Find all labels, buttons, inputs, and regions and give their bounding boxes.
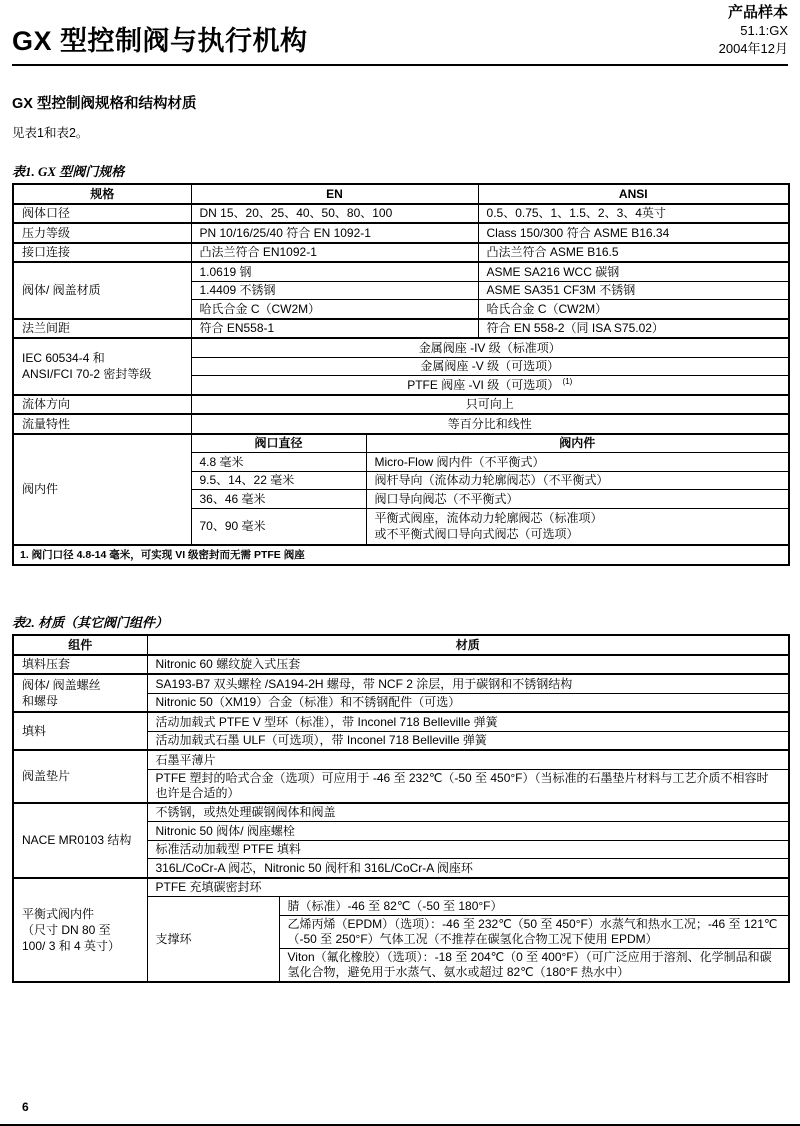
- valve-size-ansi: 0.5、0.75、1、1.5、2、3、4英寸: [478, 204, 789, 224]
- balanced-trim-label-line2: （尺寸 DN 80 至: [22, 922, 111, 937]
- table1-footnote: 1. 阀门口径 4.8-14 毫米，可实现 VI 级密封而无需 PTFE 阀座: [13, 545, 789, 566]
- col-header-ansi: ANSI: [478, 184, 789, 204]
- table-row: [13, 262, 789, 281]
- packing-follower-value: Nitronic 60 螺纹旋入式压套: [147, 655, 789, 675]
- table-row: [13, 545, 789, 566]
- backup-ring-material: Viton（氟化橡胶）（选项）：-18 至 204℃（0 至 400°F）（可广泛应用于溶剂、化学制品和碳氢化合物，避免用于水蒸气、氨水或超过 82℃（180°F 热水中）: [279, 948, 789, 982]
- balanced-trim-label-line1: 平衡式阀内件: [22, 906, 95, 921]
- table-row: [13, 338, 789, 357]
- body-material-en: 1.4409 不锈钢: [191, 281, 478, 300]
- face-to-face-label: 法兰间距: [13, 319, 191, 339]
- doc-meta: [719, 4, 788, 58]
- bolting-material: SA193-B7 双头螺栓 /SA194-2H 螺母，带 NCF 2 涂层，用于碳钢和不锈钢结构: [147, 674, 789, 693]
- face-to-face-ansi: 符合 EN 558-2（同 ISA S75.02）: [478, 319, 789, 339]
- end-connection-ansi: 凸法兰符合 ASME B16.5: [478, 243, 789, 263]
- bonnet-gasket-material: PTFE 塑封的哈式合金（选项）可应用于 -46 至 232℃（-50 至 450°F）（当标准的石墨垫片材料与工艺介质不相容时也许是合适的）: [147, 769, 789, 803]
- balanced-trim-seal-ring: PTFE 充填碳密封环: [147, 878, 789, 897]
- section-heading: GX 型控制阀规格和结构材质: [12, 96, 197, 112]
- packing-follower-label: 填料压套: [13, 655, 147, 675]
- body-material-label: 阀体/ 阀盖材质: [13, 262, 191, 319]
- body-material-ansi: 哈氏合金 C（CW2M）: [478, 300, 789, 319]
- nace-label: NACE MR0103 结构: [13, 803, 147, 878]
- table-row: [13, 319, 789, 339]
- body-material-en: 1.0619 钢: [191, 262, 478, 281]
- backup-ring-material: 乙烯丙烯（EPDM）（选项）：-46 至 232℃（50 至 450°F）水蒸气和热水工况；-46 至 121℃（-50 至 250°F）气体工况（不推荐在碳氢化合物工况下使用 EPDM）: [279, 915, 789, 948]
- col-header-material: 材质: [147, 635, 789, 655]
- trim-port-size: 36、46 毫米: [191, 490, 366, 509]
- trim-port-size: 9.5、14、22 毫米: [191, 471, 366, 490]
- seat-leakage-class-vi: [191, 376, 789, 395]
- table2-materials: [12, 634, 790, 983]
- table-row: [13, 878, 789, 897]
- body-material-en: 哈氏合金 C（CW2M）: [191, 300, 478, 319]
- backup-ring-material: 腈（标准）-46 至 82℃（-50 至 180°F）: [279, 897, 789, 916]
- end-connection-label: 接口连接: [13, 243, 191, 263]
- bolting-material: Nitronic 50（XM19）合金（标准）和不锈钢配件（可选）: [147, 693, 789, 712]
- table-row: [13, 803, 789, 822]
- doc-date: 2004年12月: [718, 41, 788, 56]
- flow-direction-value: 只可向上: [191, 395, 789, 415]
- table-row: [13, 434, 789, 453]
- intro-text: 见表1和表2。: [12, 126, 89, 140]
- balanced-trim-label-line3: 100/ 3 和 4 英寸）: [22, 938, 121, 953]
- trim-description: 阀杆导向（流体动力轮廓阀芯）（不平衡式）: [366, 471, 789, 490]
- table1-caption: 表1. GX 型阀门规格: [12, 164, 125, 179]
- body-material-ansi: ASME SA216 WCC 碳钢: [478, 262, 789, 281]
- flow-characteristic-label: 流量特性: [13, 414, 191, 434]
- seat-leakage-label: [13, 338, 191, 395]
- valve-size-label: 阀体口径: [13, 204, 191, 224]
- table-row: [13, 184, 789, 204]
- table-row: [13, 223, 789, 243]
- trim-description-line1: 平衡式阀座，流体动力轮廓阀芯（标准项）: [374, 511, 603, 525]
- bolting-label-line1: 阀体/ 阀盖螺丝: [22, 678, 101, 692]
- nace-material: 标准活动加载型 PTFE 填料: [147, 840, 789, 859]
- doc-number: 51.1:GX: [740, 23, 788, 38]
- nace-material: 316L/CoCr-A 阀芯，Nitronic 50 阀杆和 316L/CoCr-A 阀座环: [147, 859, 789, 878]
- packing-material: 活动加载式 PTFE V 型环（标准），带 Inconel 718 Belleville 弹簧: [147, 712, 789, 731]
- doc-type: 产品样本: [727, 4, 788, 21]
- packing-label: 填料: [13, 712, 147, 750]
- trim-port-size: 4.8 毫米: [191, 453, 366, 472]
- col-header-en: EN: [191, 184, 478, 204]
- trim-col-header-port: 阀口直径: [191, 434, 366, 453]
- pressure-rating-ansi: Class 150/300 符合 ASME B16.34: [478, 223, 789, 243]
- table1-valve-specifications: [12, 183, 790, 566]
- table-row: [13, 655, 789, 675]
- trim-description: 阀口导向阀芯（不平衡式）: [366, 490, 789, 509]
- trim-col-header-trim: 阀内件: [366, 434, 789, 453]
- balanced-trim-label: [13, 878, 147, 982]
- valve-size-en: DN 15、20、25、40、50、80、100: [191, 204, 478, 224]
- bonnet-gasket-material: 石墨平薄片: [147, 750, 789, 769]
- seat-leakage-class-vi-text: PTFE 阀座 -VI 级（可选项）: [407, 377, 560, 392]
- nace-material: Nitronic 50 阀体/ 阀座螺栓: [147, 822, 789, 841]
- table-row: [13, 712, 789, 731]
- pressure-rating-label: 压力等级: [13, 223, 191, 243]
- table-row: [13, 674, 789, 693]
- nace-material: 不锈钢，或热处理碳钢阀体和阀盖: [147, 803, 789, 822]
- table-row: [13, 395, 789, 415]
- table-row: [13, 243, 789, 263]
- pressure-rating-en: PN 10/16/25/40 符合 EN 1092-1: [191, 223, 478, 243]
- seat-leakage-label-line2: ANSI/FCI 70-2 密封等级: [22, 367, 152, 382]
- footnote-ref: (1): [562, 376, 573, 386]
- col-header-spec: 规格: [13, 184, 191, 204]
- table-row: [13, 414, 789, 434]
- bolting-label: [13, 674, 147, 712]
- table-row: [13, 204, 789, 224]
- packing-material: 活动加载式石墨 ULF（可选项），带 Inconel 718 Belleville 弹簧: [147, 731, 789, 750]
- body-material-ansi: ASME SA351 CF3M 不锈钢: [478, 281, 789, 300]
- seat-leakage-class-iv: 金属阀座 -IV 级（标准项）: [191, 338, 789, 357]
- backup-ring-label: 支撑环: [147, 897, 279, 982]
- seat-leakage-label-line1: IEC 60534-4 和: [22, 351, 105, 366]
- trim-description-line2: 或不平衡式阀口导向式阀芯（可选项）: [374, 527, 579, 541]
- flow-direction-label: 流体方向: [13, 395, 191, 415]
- flow-characteristic-value: 等百分比和线性: [191, 414, 789, 434]
- bolting-label-line2: 和螺母: [22, 694, 59, 708]
- table-row: [13, 750, 789, 769]
- trim-port-size: 70、90 毫米: [191, 508, 366, 545]
- bonnet-gasket-label: 阀盖垫片: [13, 750, 147, 803]
- col-header-component: 组件: [13, 635, 147, 655]
- trim-label: 阀内件: [13, 434, 191, 545]
- page-title: GX 型控制阀与执行机构: [12, 26, 308, 56]
- page-header: [12, 0, 788, 66]
- trim-description: [366, 508, 789, 545]
- end-connection-en: 凸法兰符合 EN1092-1: [191, 243, 478, 263]
- seat-leakage-class-v: 金属阀座 -V 级（可选项）: [191, 357, 789, 376]
- table2-caption: 表2. 材质（其它阀门组件）: [12, 615, 169, 630]
- trim-description: Micro-Flow 阀内件（不平衡式）: [366, 453, 789, 472]
- face-to-face-en: 符合 EN558-1: [191, 319, 478, 339]
- table-row: [13, 635, 789, 655]
- page-number: 6: [22, 1100, 29, 1114]
